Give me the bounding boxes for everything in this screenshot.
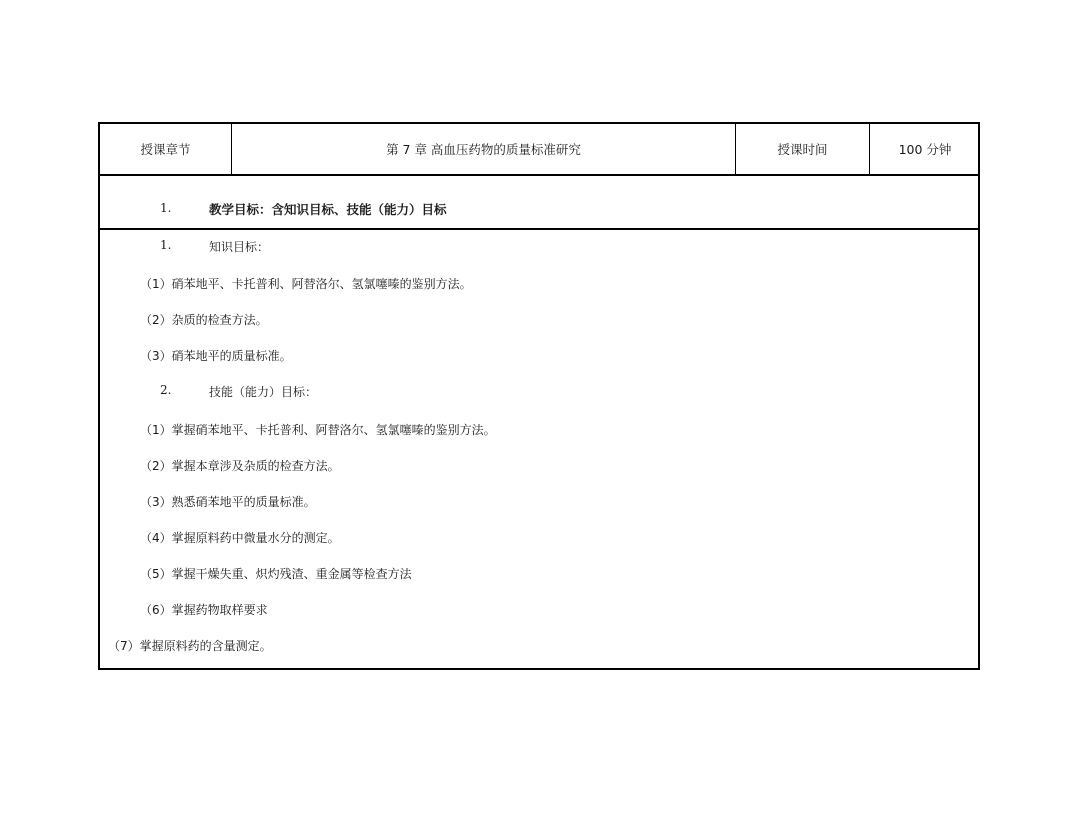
skills-marker: 2. [160, 383, 172, 397]
objectives-section-row [100, 176, 978, 230]
time-label-cell [736, 124, 870, 174]
skills-item-5: （5）掌握干燥失重、炽灼残渣、重金属等检查方法 [140, 567, 412, 581]
time-value: 100 分钟 [898, 142, 952, 157]
knowledge-item-2: （2）杂质的检查方法。 [140, 313, 268, 327]
skills-item-4: （4）掌握原料药中微量水分的测定。 [140, 531, 340, 545]
knowledge-item-1: （1）硝苯地平、卡托普利、阿替洛尔、氢氯噻嗪的鉴别方法。 [140, 277, 472, 291]
knowledge-item-3: （3）硝苯地平的质量标准。 [140, 349, 292, 363]
objectives-body [100, 230, 978, 668]
time-value-cell [870, 124, 980, 174]
lesson-plan-table [98, 122, 980, 670]
section-marker: 1. [160, 201, 172, 215]
time-label: 授课时间 [777, 142, 828, 157]
knowledge-heading: 知识目标： [209, 240, 270, 254]
chapter-label: 授课章节 [140, 142, 191, 157]
skills-item-1: （1）掌握硝苯地平、卡托普利、阿替洛尔、氢氯噻嗪的鉴别方法。 [140, 423, 496, 437]
skills-heading: 技能（能力）目标： [209, 385, 318, 399]
skills-item-6: （6）掌握药物取样要求 [140, 603, 268, 617]
header-row [100, 124, 978, 176]
skills-item-2: （2）掌握本章涉及杂质的检查方法。 [140, 459, 340, 473]
knowledge-marker: 1. [160, 238, 172, 252]
skills-item-3: （3）熟悉硝苯地平的质量标准。 [140, 495, 316, 509]
section-title: 教学目标：含知识目标、技能（能力）目标 [209, 202, 447, 217]
skills-item-7: （7）掌握原料药的含量测定。 [108, 639, 272, 653]
chapter-value-cell [232, 124, 736, 174]
chapter-value: 第 7 章 高血压药物的质量标准研究 [386, 142, 581, 157]
chapter-label-cell [100, 124, 232, 174]
